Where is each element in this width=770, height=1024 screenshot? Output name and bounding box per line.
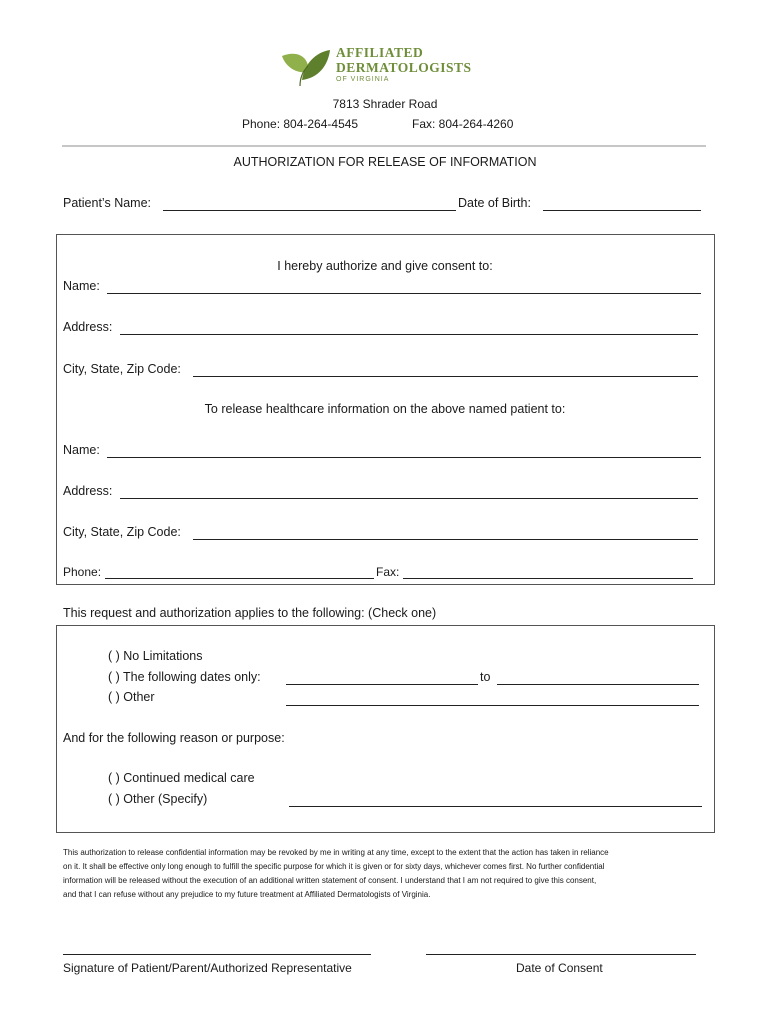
other-field[interactable] bbox=[286, 705, 699, 706]
date-from-field[interactable] bbox=[286, 684, 478, 685]
consent-heading: I hereby authorize and give consent to: bbox=[277, 259, 493, 273]
header-divider bbox=[62, 145, 706, 147]
form-title: AUTHORIZATION FOR RELEASE OF INFORMATION bbox=[233, 155, 537, 169]
date-of-consent-field[interactable] bbox=[426, 954, 696, 955]
recipient-address-field[interactable] bbox=[120, 334, 698, 335]
signature-field[interactable] bbox=[63, 954, 371, 955]
date-to-field[interactable] bbox=[497, 684, 699, 685]
signature-label: Signature of Patient/Parent/Authorized Representative bbox=[63, 961, 352, 975]
clinic-fax: Fax: 804-264-4260 bbox=[412, 117, 514, 131]
to-label: to bbox=[480, 670, 491, 684]
option-other-specify[interactable]: ( ) Other (Specify) bbox=[108, 792, 208, 806]
release-heading: To release healthcare information on the above named patient to: bbox=[204, 402, 566, 416]
dob-field[interactable] bbox=[543, 210, 701, 211]
release-address-field[interactable] bbox=[120, 498, 698, 499]
recipient-city-label: City, State, Zip Code: bbox=[63, 362, 181, 376]
release-phone-field[interactable] bbox=[105, 578, 374, 579]
company-logo bbox=[278, 44, 498, 100]
release-fax-label: Fax: bbox=[376, 565, 400, 579]
disclaimer-text bbox=[63, 846, 713, 902]
clinic-address: 7813 Shrader Road bbox=[332, 97, 438, 111]
release-fax-field[interactable] bbox=[403, 578, 693, 579]
logo-text-line1: AFFILIATED bbox=[336, 45, 424, 60]
option-continued-care[interactable]: ( ) Continued medical care bbox=[108, 771, 255, 785]
release-address-label: Address: bbox=[63, 484, 113, 498]
reason-heading: And for the following reason or purpose: bbox=[63, 731, 285, 745]
logo-text-line3: OF VIRGINIA bbox=[336, 76, 390, 83]
release-city-field[interactable] bbox=[193, 539, 698, 540]
recipient-address-label: Address: bbox=[63, 320, 113, 334]
release-name-label: Name: bbox=[63, 443, 100, 457]
disclaimer-line-2: on it. It shall be effective only long enough to fulfill the specific purpose for which it is given or for sixty days, whichever comes first. No further confidential bbox=[63, 862, 605, 871]
recipient-city-field[interactable] bbox=[193, 376, 698, 377]
release-phone-label: Phone: bbox=[63, 565, 102, 579]
leaf-icon bbox=[278, 46, 334, 88]
logo-text-line2: DERMATOLOGISTS bbox=[336, 59, 472, 75]
patient-name-field[interactable] bbox=[163, 210, 456, 211]
recipient-name-field[interactable] bbox=[107, 293, 701, 294]
option-no-limitations[interactable]: ( ) No Limitations bbox=[108, 649, 203, 663]
patient-name-label: Patient’s Name: bbox=[63, 196, 152, 210]
recipient-name-label: Name: bbox=[63, 279, 100, 293]
clinic-phone: Phone: 804-264-4545 bbox=[242, 117, 359, 131]
disclaimer-line-3: information will be released without the execution of an additional written statement of consent. I understand that I am not required to give this consent, bbox=[63, 876, 597, 885]
applies-heading: This request and authorization applies to the following: (Check one) bbox=[63, 606, 437, 620]
dob-label: Date of Birth: bbox=[458, 196, 531, 210]
option-dates-only[interactable]: ( ) The following dates only: bbox=[108, 670, 261, 684]
other-specify-field[interactable] bbox=[289, 806, 702, 807]
option-other[interactable]: ( ) Other bbox=[108, 690, 155, 704]
date-of-consent-label: Date of Consent bbox=[516, 961, 603, 975]
release-name-field[interactable] bbox=[107, 457, 701, 458]
release-city-label: City, State, Zip Code: bbox=[63, 525, 181, 539]
disclaimer-line-1: This authorization to release confidential information may be revoked by me in writing at any time, except to the extent that the action has taken in reliance bbox=[63, 848, 609, 857]
disclaimer-line-4: and that I can refuse without any prejudice to my future treatment at Affiliated Dermatologists of Virginia. bbox=[63, 890, 431, 899]
